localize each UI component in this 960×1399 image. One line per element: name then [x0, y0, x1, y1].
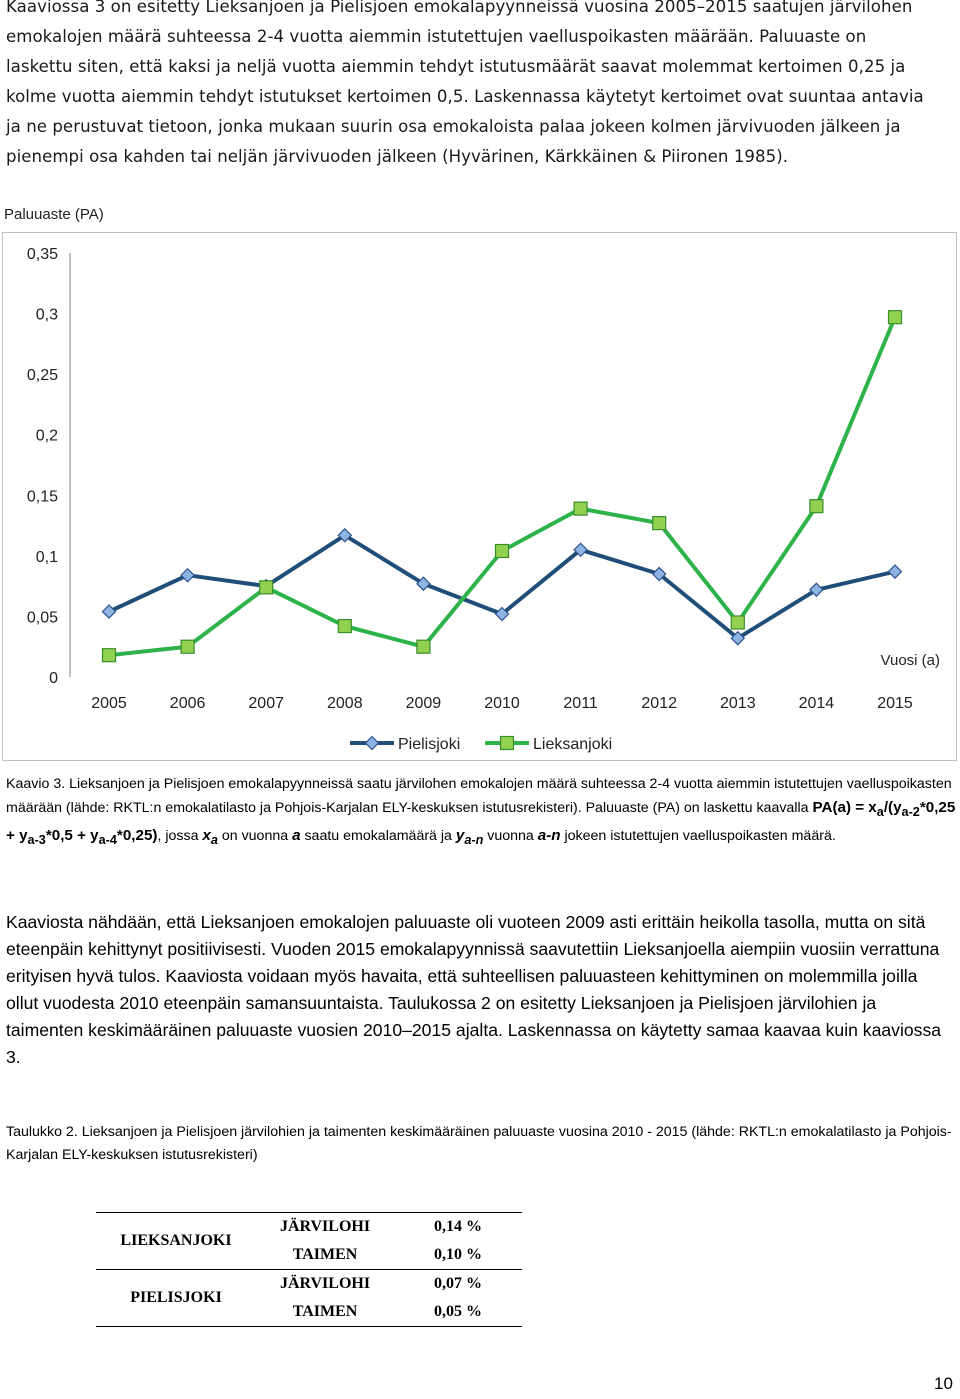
caption-label: Kaavio 3.: [6, 776, 66, 792]
data-point-lieksanjoki: [496, 545, 509, 558]
intro-line: kolme vuotta aiemmin tehdyt istutukset kertoimen 0,5. Laskennassa käytetyt kertoimet ovat suuntaa antavia: [6, 87, 924, 106]
intro-line: laskettu siten, että kaksi ja neljä vuotta aiemmin tehdyt istutusmäärät saavat molemmat kertoimen 0,25 ja: [6, 57, 906, 76]
series-line-lieksanjoki: [109, 317, 895, 655]
x-tick-label: 2008: [327, 695, 363, 712]
intro-line: Kaaviossa 3 on esitetty Lieksanjoen ja Pielisjoen emokalapyynneissä vuosina 2005–2015 saatujen järvilohen: [6, 0, 913, 16]
table-row: [96, 1270, 522, 1299]
table-caption: [6, 1121, 956, 1167]
data-point-lieksanjoki: [574, 502, 587, 515]
data-point-lieksanjoki: [653, 517, 666, 530]
table-cell-species: JÄRVILOHI: [279, 1275, 371, 1292]
table-caption-label: Taulukko 2.: [6, 1124, 78, 1140]
y-tick-label: 0,35: [26, 246, 58, 263]
figure-caption: Kaavio 3. Lieksanjoen ja Pielisjoen emokalapyynneissä saatu järvilohen emokalojen määrä suhteessa 2-4 vuotta aiemmin istutettujen vaelluspoikasten määrään (lähde: RKTL:n emokalatilasto ja Pohjois-Karjalan ELY-keskuksen istutusrekisteri). Paluuaste (PA) on laskettu kaavalla $PA(a) = x_a/(y_{a-2}*0,25 + y_{a-3}*0,5 + y_{a-4}*0,25)$, jossa $x_a$ on vuonna a saatu emokalamäärä ja $y_{a-n}$ vuonna a-n jokeen istutettujen vaelluspoikasten määrä.: [6, 776, 956, 848]
x-axis-title: Vuosi (a): [880, 652, 940, 669]
caption-formula: $PA(a) = x_a/(y_{a-2}*0,25 + y_{a-3}*0,5 + y_{a-4}*0,25)$: [6, 799, 956, 848]
data-point-pielisjoki: [889, 565, 902, 578]
legend-marker-lieksanjoki: [501, 737, 514, 750]
legend-marker-pielisjoki: [366, 737, 379, 750]
legend-label-lieksanjoki: Lieksanjoki: [533, 736, 613, 753]
table-cell-value: 0,10 %: [434, 1246, 482, 1263]
intro-paragraph: [6, 0, 954, 172]
y-tick-label: 0,25: [26, 367, 58, 385]
x-tick-label: 2009: [405, 695, 442, 712]
data-point-lieksanjoki: [338, 620, 351, 633]
data-point-lieksanjoki: [417, 640, 430, 653]
results-table: [96, 1212, 522, 1327]
y-tick-label: 0,1: [35, 548, 58, 566]
data-point-lieksanjoki: [810, 500, 823, 513]
y-tick-label: 0,15: [26, 488, 58, 506]
chart-y-axis-title: Paluuaste (PA): [4, 206, 104, 223]
y-tick-label: 0,05: [26, 609, 58, 627]
y-tick-label: 0: [49, 670, 58, 687]
table-cell-site: LIEKSANJOKI: [120, 1232, 232, 1249]
x-tick-label: 2011: [563, 695, 598, 712]
page-number: 10: [934, 1374, 953, 1393]
body-paragraph: Kaaviosta nähdään, että Lieksanjoen emokalojen paluuaste oli vuoteen 2009 asti erittäin heikolla tasolla, mutta on sitä eteenpäin kehittynyt positiivisesti. Vuoden 2015 emokalapyynnissä saavutettiin Lieksanjoella aiempiin vuosiin verrattuna erityisen hyvä tulos. Kaaviosta voidaan myös havaita, että suhteellisen paluuasteen kehittyminen on molemmilla joilla ollut vuodesta 2010 eteenpäin samansuuntaista. Taulukossa 2 on esitetty Lieksanjoen ja Pielisjoen järvilohien ja taimenten keskimääräinen paluuaste vuosien 2010–2015 ajalta. Laskennassa on käytetty samaa kaavaa kuin kaaviossa 3.: [6, 912, 942, 1067]
x-tick-label: 2013: [720, 695, 756, 712]
table-cell-value: 0,07 %: [434, 1275, 482, 1292]
line-chart: [0, 226, 960, 766]
table-cell-value: 0,14 %: [434, 1218, 482, 1235]
table-cell-species: JÄRVILOHI: [279, 1218, 371, 1235]
x-tick-label: 2014: [798, 695, 835, 712]
table-cell-value: 0,05 %: [434, 1303, 482, 1320]
data-point-lieksanjoki: [889, 311, 902, 324]
caption-text: Lieksanjoen ja Pielisjoen emokalapyynneissä saatu järvilohen emokalojen määrä suhteessa 2-4 vuotta aiemmin istutettujen vaelluspoikasten määrään (lähde: RKTL:n emokalatilasto ja Pohjois-Karjalan ELY-keskuksen istutusrekisteri). Paluuaste (PA) on laskettu kaavalla: [6, 776, 952, 816]
table-caption-text: Lieksanjoen ja Pielisjoen järvilohien ja taimenten keskimääräinen paluuaste vuosina 2010 - 2015 (lähde: RKTL:n emokalatilasto ja Pohjois-Karjalan ELY-keskuksen istutusrekisteri): [6, 1124, 952, 1163]
x-tick-label: 2005: [91, 695, 127, 712]
x-tick-label: 2006: [169, 695, 206, 712]
chart-border: [3, 233, 957, 761]
intro-line: pienempi osa kahden tai neljän järvivuoden jälkeen (Hyvärinen, Kärkkäinen & Piironen 1985).: [6, 147, 789, 166]
x-tick-label: 2015: [877, 695, 913, 712]
intro-line: ja ne perustuvat tietoon, jonka mukaan suurin osa emokaloista palaa jokeen kolmen järvivuoden jälkeen ja: [6, 117, 901, 136]
data-point-pielisjoki: [181, 569, 194, 582]
data-point-lieksanjoki: [103, 649, 116, 662]
data-point-lieksanjoki: [731, 616, 744, 629]
x-tick-label: 2007: [248, 695, 284, 712]
table-cell-species: TAIMEN: [292, 1303, 358, 1320]
table-row: [96, 1213, 522, 1242]
data-point-lieksanjoki: [181, 640, 194, 653]
y-tick-label: 0,2: [35, 427, 58, 445]
x-tick-label: 2010: [484, 695, 520, 712]
data-point-lieksanjoki: [260, 581, 273, 594]
data-point-pielisjoki: [103, 605, 116, 618]
table-cell-site: PIELISJOKI: [130, 1289, 222, 1306]
legend-label-pielisjoki: Pielisjoki: [398, 736, 461, 753]
intro-line: emokalojen määrä suhteessa 2-4 vuotta aiemmin istutettujen vaelluspoikasten määrään. Paluuaste on: [6, 27, 867, 46]
y-tick-label: 0,3: [35, 306, 58, 324]
table-cell-species: TAIMEN: [292, 1246, 358, 1263]
x-tick-label: 2012: [641, 695, 677, 712]
